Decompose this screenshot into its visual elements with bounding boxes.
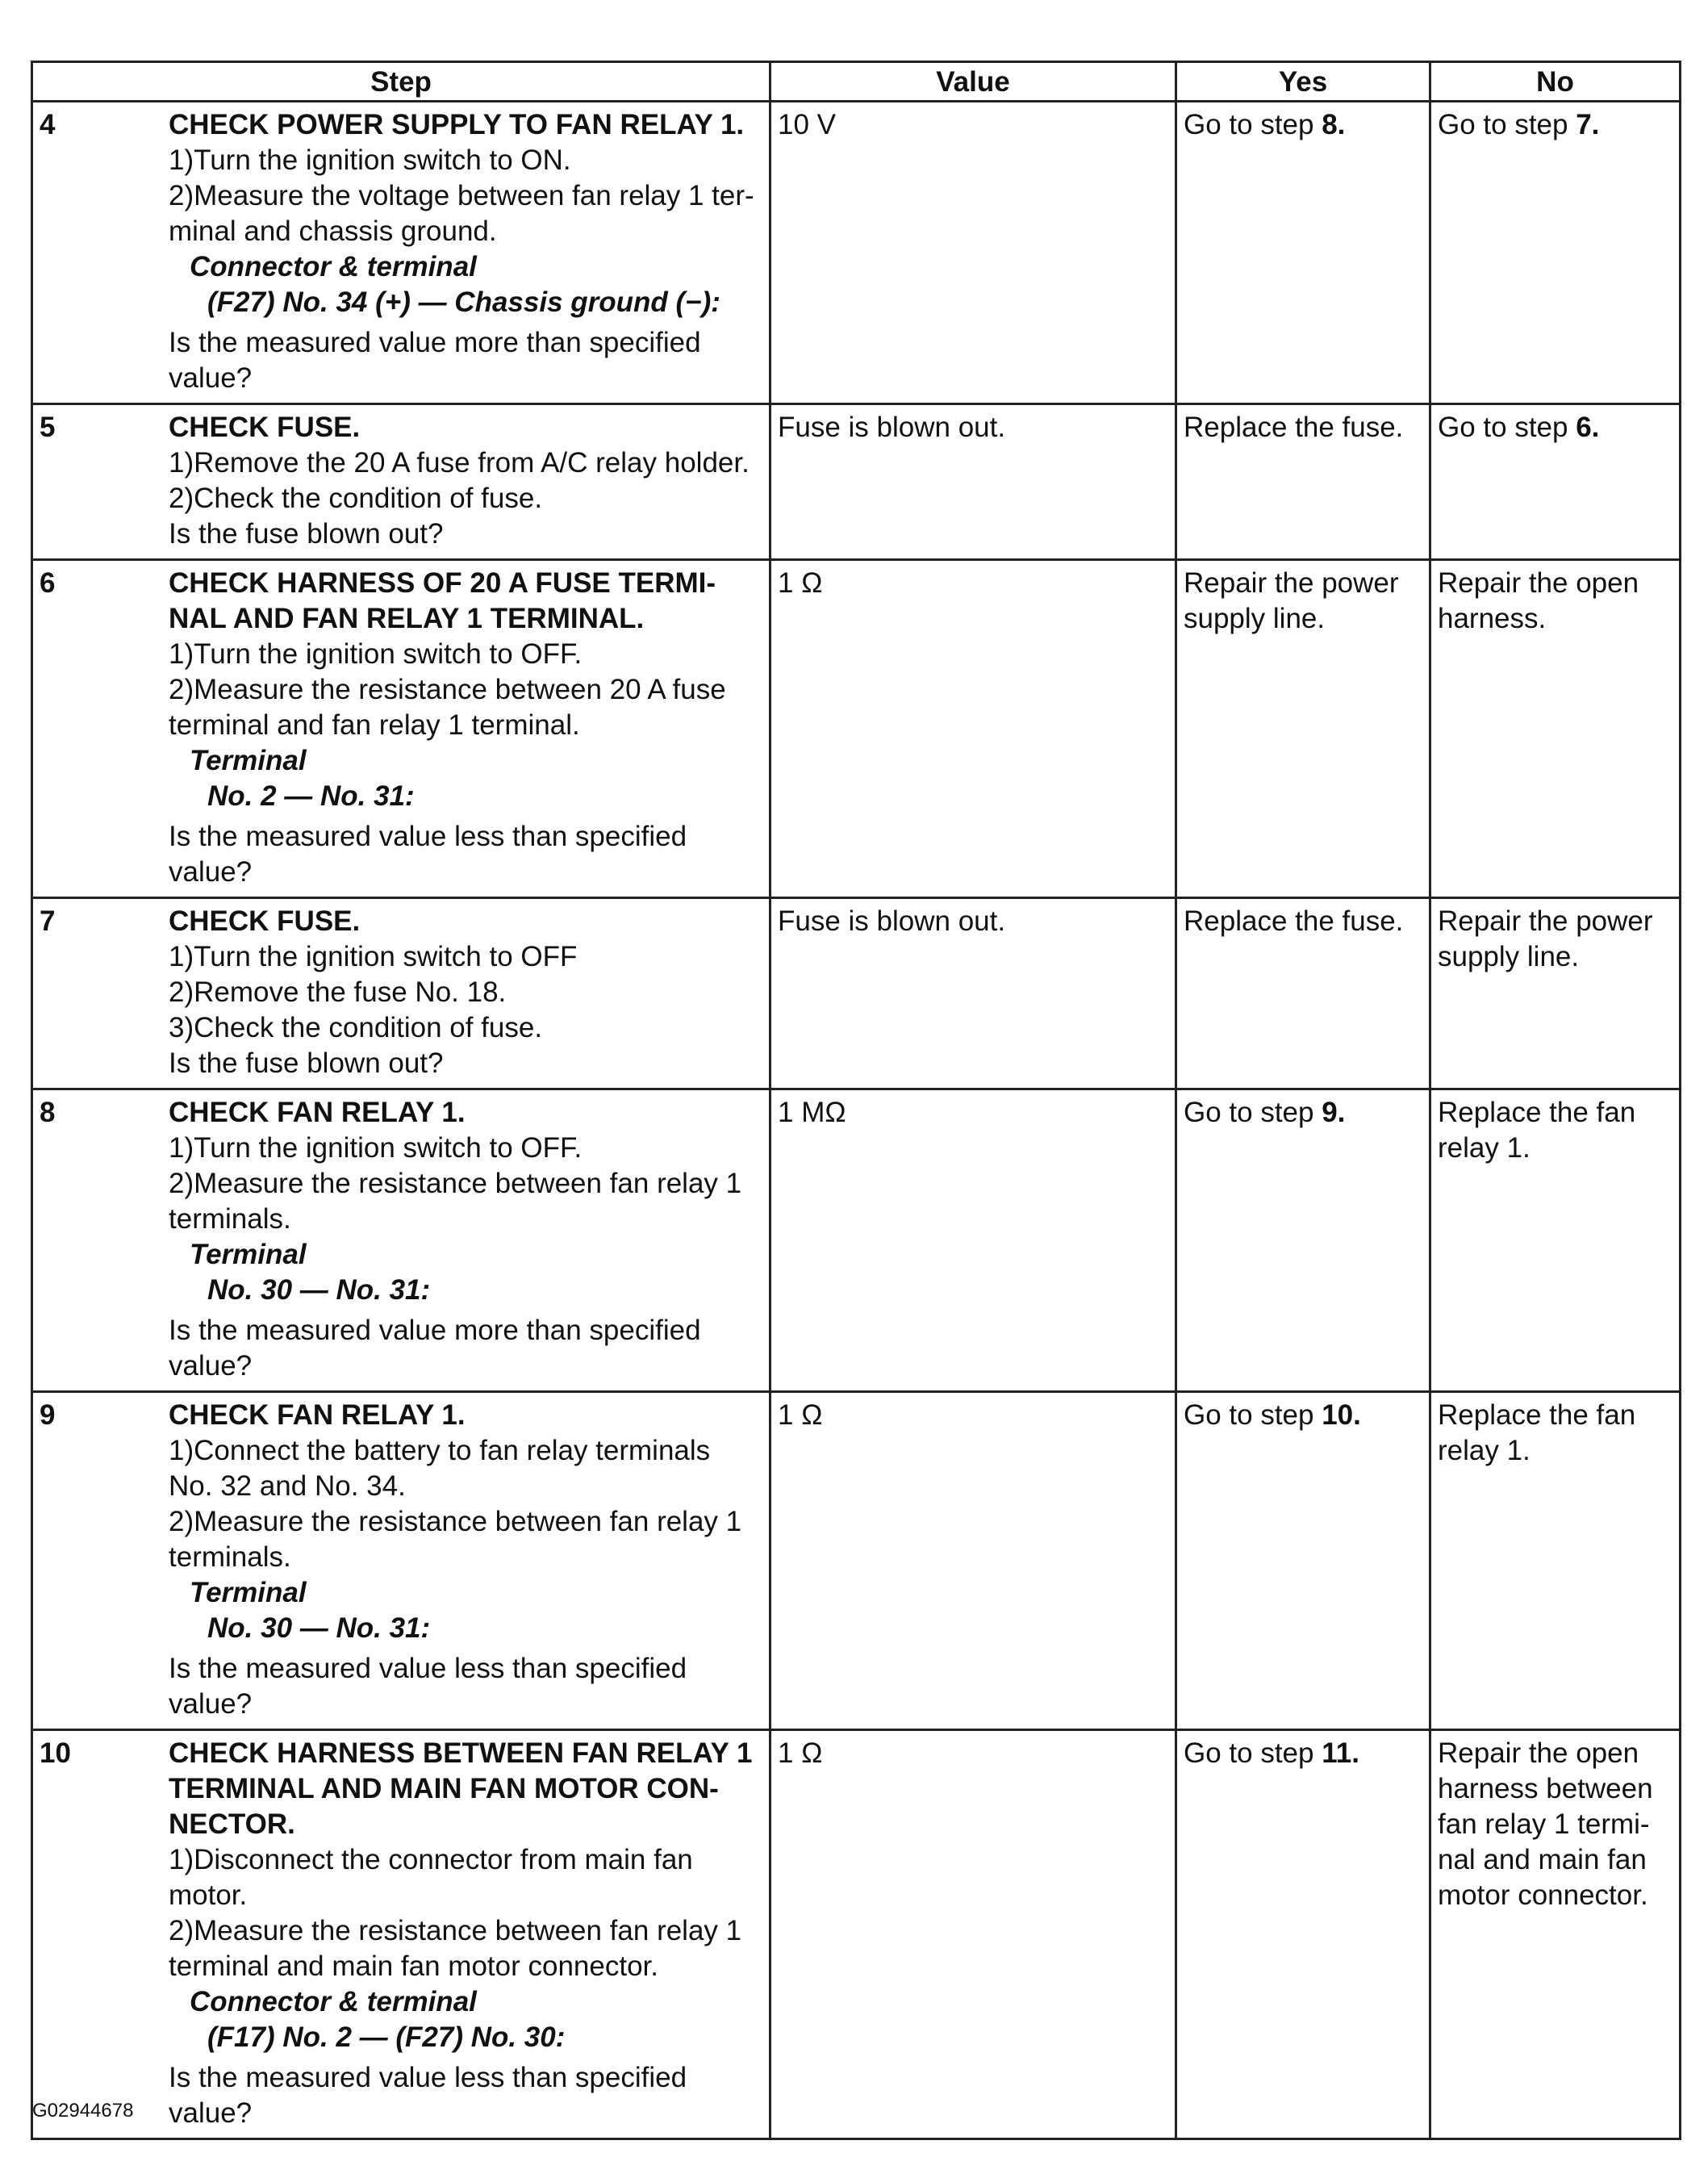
- instruction-line: 2)Remove the fuse No. 18.: [169, 976, 507, 1008]
- table-row: [32, 404, 1681, 560]
- no-step-ref: 7.: [1576, 109, 1600, 140]
- yes-cell: [1176, 102, 1430, 404]
- header-step: Step: [32, 62, 770, 102]
- table-row: [32, 560, 1681, 898]
- yes-cell: [1176, 1730, 1430, 2139]
- yes-step-ref: 10.: [1322, 1399, 1361, 1431]
- step-cell: [32, 1730, 770, 2139]
- step-cell: [32, 898, 770, 1089]
- table-row: [32, 1392, 1681, 1730]
- yes-action-text: Replace the fuse.: [1184, 905, 1404, 937]
- question-line: value?: [169, 362, 253, 394]
- step-cell: [32, 404, 770, 560]
- question-line: Is the measured value more than specified: [169, 327, 701, 358]
- table-row: [32, 1089, 1681, 1392]
- step-number: 4: [40, 109, 56, 140]
- yes-step-ref: 11.: [1322, 1737, 1359, 1769]
- instruction-line: Is the fuse blown out?: [169, 518, 444, 550]
- inspection-label: Connector & terminal: [190, 251, 477, 282]
- step-number: 7: [40, 905, 56, 937]
- no-cell: [1430, 898, 1681, 1089]
- value-cell: 1 Ω: [770, 1392, 1176, 1730]
- inspection-spec: No. 2 — No. 31:: [207, 780, 415, 812]
- instruction-line: terminals.: [169, 1203, 291, 1235]
- question-line: value?: [169, 856, 253, 888]
- inspection-label: Terminal: [190, 745, 307, 776]
- step-title: CHECK FUSE.: [169, 412, 361, 443]
- no-cell: [1430, 1392, 1681, 1730]
- step-title: CHECK FAN RELAY 1.: [169, 1399, 466, 1431]
- inspection-label: Terminal: [190, 1577, 307, 1608]
- table-body: [32, 102, 1681, 2139]
- yes-cell: [1176, 1089, 1430, 1392]
- instruction-line: 2)Check the condition of fuse.: [169, 483, 543, 514]
- yes-step-ref: 9.: [1322, 1097, 1346, 1128]
- diagnostic-table: [31, 61, 1681, 2140]
- instruction-line: 2)Measure the resistance between fan relay 1: [169, 1915, 742, 1946]
- step-number: 10: [40, 1737, 71, 1769]
- step-cell: [32, 102, 770, 404]
- no-action-text: Repair the power supply line.: [1438, 905, 1653, 972]
- no-action-text: Repair the open harness between fan relay 1 termi- nal and main fan motor connector.: [1438, 1737, 1653, 1911]
- no-action-text: Replace the fan relay 1.: [1438, 1097, 1636, 1164]
- inspection-label: Connector & terminal: [190, 1986, 477, 2017]
- yes-action-text: Replace the fuse.: [1184, 412, 1404, 443]
- instruction-line: 1)Connect the battery to fan relay terminals: [169, 1435, 711, 1466]
- question-line: Is the measured value less than specified: [169, 2062, 687, 2093]
- no-step-ref: 6.: [1576, 412, 1600, 443]
- instruction-line: No. 32 and No. 34.: [169, 1470, 406, 1502]
- step-cell: [32, 1089, 770, 1392]
- instruction-line: Is the fuse blown out?: [169, 1047, 444, 1079]
- question-line: value?: [169, 1350, 253, 1382]
- instruction-line: 1)Turn the ignition switch to OFF.: [169, 638, 583, 670]
- yes-cell: [1176, 404, 1430, 560]
- yes-step-ref: 8.: [1322, 109, 1346, 140]
- yes-action-text: Go to step: [1184, 1399, 1322, 1431]
- instruction-line: 1)Turn the ignition switch to OFF: [169, 941, 578, 972]
- instruction-line: terminal and fan relay 1 terminal.: [169, 709, 580, 741]
- inspection-spec: (F17) No. 2 — (F27) No. 30:: [207, 2021, 566, 2053]
- instruction-line: terminals.: [169, 1541, 291, 1573]
- value-cell: Fuse is blown out.: [770, 898, 1176, 1089]
- instruction-line: 2)Measure the resistance between fan relay 1: [169, 1168, 742, 1199]
- instruction-line: 1)Turn the ignition switch to ON.: [169, 144, 571, 176]
- inspection-spec: No. 30 — No. 31:: [207, 1274, 431, 1306]
- instruction-line: 2)Measure the resistance between fan relay 1: [169, 1506, 742, 1537]
- step-number: 5: [40, 412, 56, 443]
- header-row: [32, 62, 1681, 102]
- no-action-text: Replace the fan relay 1.: [1438, 1399, 1636, 1466]
- no-cell: [1430, 1730, 1681, 2139]
- instruction-line: 1)Remove the 20 A fuse from A/C relay holder.: [169, 447, 750, 479]
- step-title: CHECK HARNESS OF 20 A FUSE TERMI- NAL AND FAN RELAY 1 TERMINAL.: [169, 567, 716, 634]
- instruction-line: 2)Measure the resistance between 20 A fuse: [169, 674, 726, 705]
- yes-action-text: Go to step: [1184, 1097, 1322, 1128]
- document-code: G02944678: [32, 2100, 134, 2122]
- yes-cell: [1176, 898, 1430, 1089]
- yes-cell: [1176, 1392, 1430, 1730]
- no-action-text: Repair the open harness.: [1438, 567, 1639, 634]
- no-cell: [1430, 1089, 1681, 1392]
- step-number: 6: [40, 567, 56, 599]
- header-no: No: [1430, 62, 1681, 102]
- instruction-line: 2)Measure the voltage between fan relay 1 ter-: [169, 180, 754, 211]
- value-cell: 1 Ω: [770, 1730, 1176, 2139]
- instruction-line: 3)Check the condition of fuse.: [169, 1012, 543, 1043]
- value-cell: 1 Ω: [770, 560, 1176, 898]
- step-title: CHECK HARNESS BETWEEN FAN RELAY 1 TERMINAL AND MAIN FAN MOTOR CON- NECTOR.: [169, 1737, 753, 1840]
- inspection-spec: No. 30 — No. 31:: [207, 1612, 431, 1644]
- yes-action-text: Repair the power supply line.: [1184, 567, 1399, 634]
- step-number: 8: [40, 1097, 56, 1128]
- header-value: Value: [770, 62, 1176, 102]
- table-row: [32, 1730, 1681, 2139]
- step-title: CHECK FAN RELAY 1.: [169, 1097, 466, 1128]
- table-row: [32, 898, 1681, 1089]
- no-cell: [1430, 102, 1681, 404]
- no-cell: [1430, 404, 1681, 560]
- step-title: CHECK POWER SUPPLY TO FAN RELAY 1.: [169, 109, 745, 140]
- yes-action-text: Go to step: [1184, 1737, 1322, 1769]
- question-line: Is the measured value less than specified: [169, 1653, 687, 1684]
- step-cell: [32, 1392, 770, 1730]
- instruction-line: minal and chassis ground.: [169, 215, 497, 247]
- value-cell: 10 V: [770, 102, 1176, 404]
- yes-action-text: Go to step: [1184, 109, 1322, 140]
- value-cell: Fuse is blown out.: [770, 404, 1176, 560]
- no-action-text: Go to step: [1438, 412, 1576, 443]
- inspection-label: Terminal: [190, 1239, 307, 1270]
- instruction-line: 1)Turn the ignition switch to OFF.: [169, 1132, 583, 1164]
- step-number: 9: [40, 1399, 56, 1431]
- instruction-line: 1)Disconnect the connector from main fan: [169, 1844, 693, 1875]
- instruction-line: terminal and main fan motor connector.: [169, 1950, 658, 1982]
- question-line: Is the measured value less than specified: [169, 821, 687, 852]
- question-line: value?: [169, 2097, 253, 2129]
- no-action-text: Go to step: [1438, 109, 1576, 140]
- step-cell: [32, 560, 770, 898]
- header-yes: Yes: [1176, 62, 1430, 102]
- no-cell: [1430, 560, 1681, 898]
- yes-cell: [1176, 560, 1430, 898]
- question-line: Is the measured value more than specified: [169, 1315, 701, 1346]
- table-row: [32, 102, 1681, 404]
- question-line: value?: [169, 1688, 253, 1720]
- inspection-spec: (F27) No. 34 (+) — Chassis ground (−):: [207, 286, 720, 318]
- value-cell: 1 MΩ: [770, 1089, 1176, 1392]
- step-title: CHECK FUSE.: [169, 905, 361, 937]
- instruction-line: motor.: [169, 1879, 248, 1911]
